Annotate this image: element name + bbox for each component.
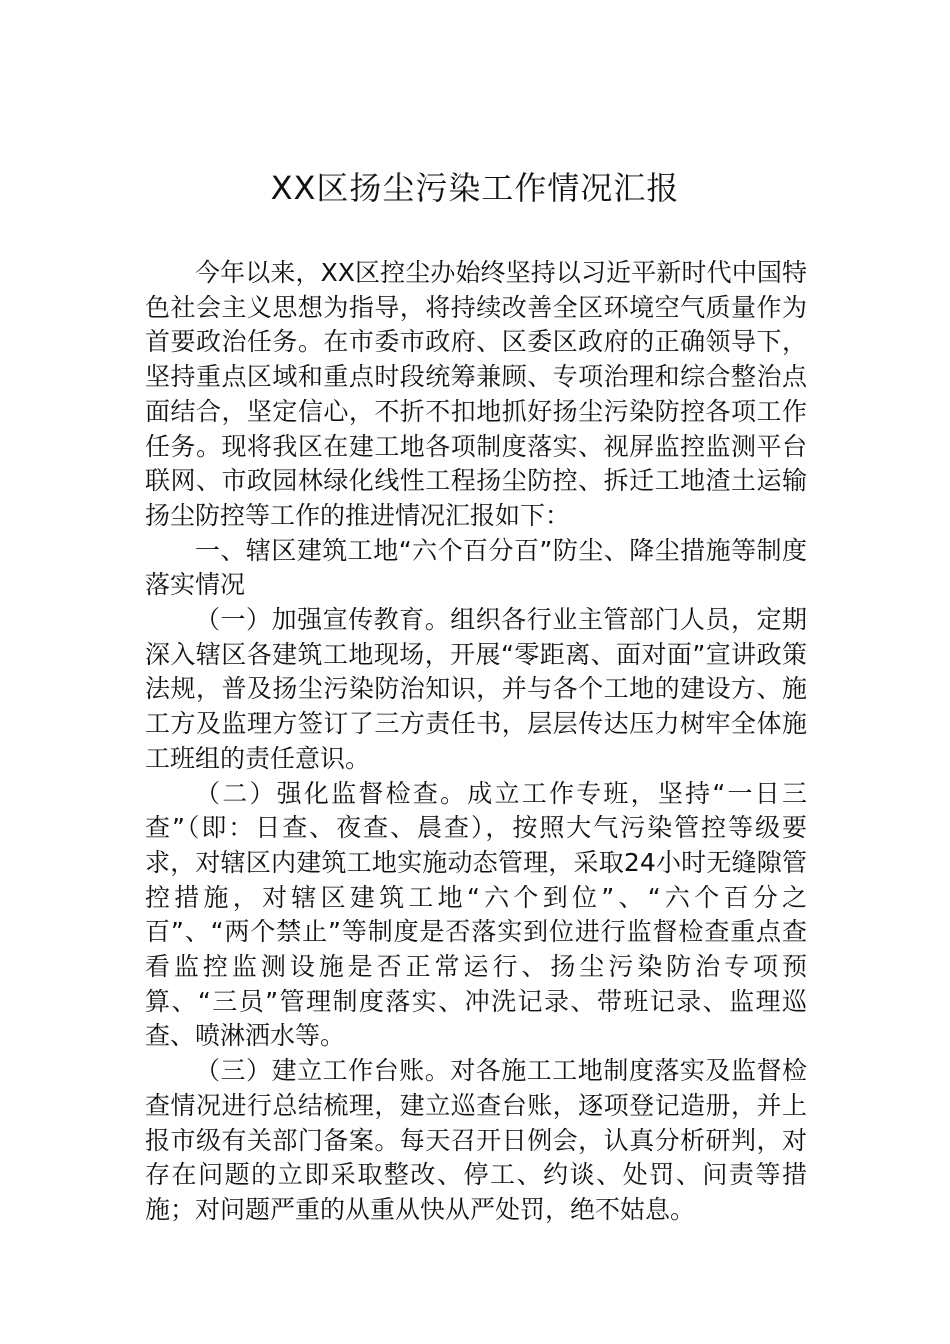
document-body xyxy=(145,256,807,1228)
document-title: XX区扬尘污染工作情况汇报 xyxy=(270,169,680,207)
intro-paragraph: 今年以来，XX区控尘办始终坚持以习近平新时代中国特色社会主义思想为指导，将持续改善全区环境空气质量作为首要政治任务。在市委市政府、区委区政府的正确领导下，坚持重点区域和重点时段统筹兼顾、专项治理和综合整治点面结合，坚定信心，不折不扣地抓好扬尘污染防控各项工作任务。现将我区在建工地各项制度落实、视屏监控监测平台联网、市政园林绿化线性工程扬尘防控、拆迁工地渣土运输扬尘防控等工作的推进情况汇报如下： xyxy=(145,258,807,530)
section-heading-1: 一、辖区建筑工地“六个百分百”防尘、降尘措施等制度落实情况 xyxy=(145,535,807,600)
subsection-paragraph-2: （二）强化监督检查。成立工作专班，坚持“一日三查”（即：日查、夜查、晨查），按照大气污染管控等级要求，对辖区内建筑工地实施动态管理，采取24小时无缝隙管控措施，对辖区建筑工地“六个到位”、“六个百分之百”、“两个禁止”等制度是否落实到位进行监督检查重点查看监控监测设施是否正常运行、扬尘污染防治专项预算、“三员”管理制度落实、冲洗记录、带班记录、监理巡查、喷淋洒水等。 xyxy=(145,778,807,1051)
subsection-paragraph-1: （一）加强宣传教育。组织各行业主管部门人员，定期深入辖区各建筑工地现场，开展“零距离、面对面”宣讲政策法规，普及扬尘污染防治知识，并与各个工地的建设方、施工方及监理方签订了三方责任书，层层传达压力树牢全体施工班组的责任意识。 xyxy=(145,605,807,773)
subsection-paragraph-3: （三）建立工作台账。对各施工工地制度落实及监督检查情况进行总结梳理，建立巡查台账，逐项登记造册，并上报市级有关部门备案。每天召开日例会，认真分析研判，对存在问题的立即采取整改、停工、约谈、处罚、问责等措施；对问题严重的从重从快从严处罚，绝不姑息。 xyxy=(145,1056,807,1224)
